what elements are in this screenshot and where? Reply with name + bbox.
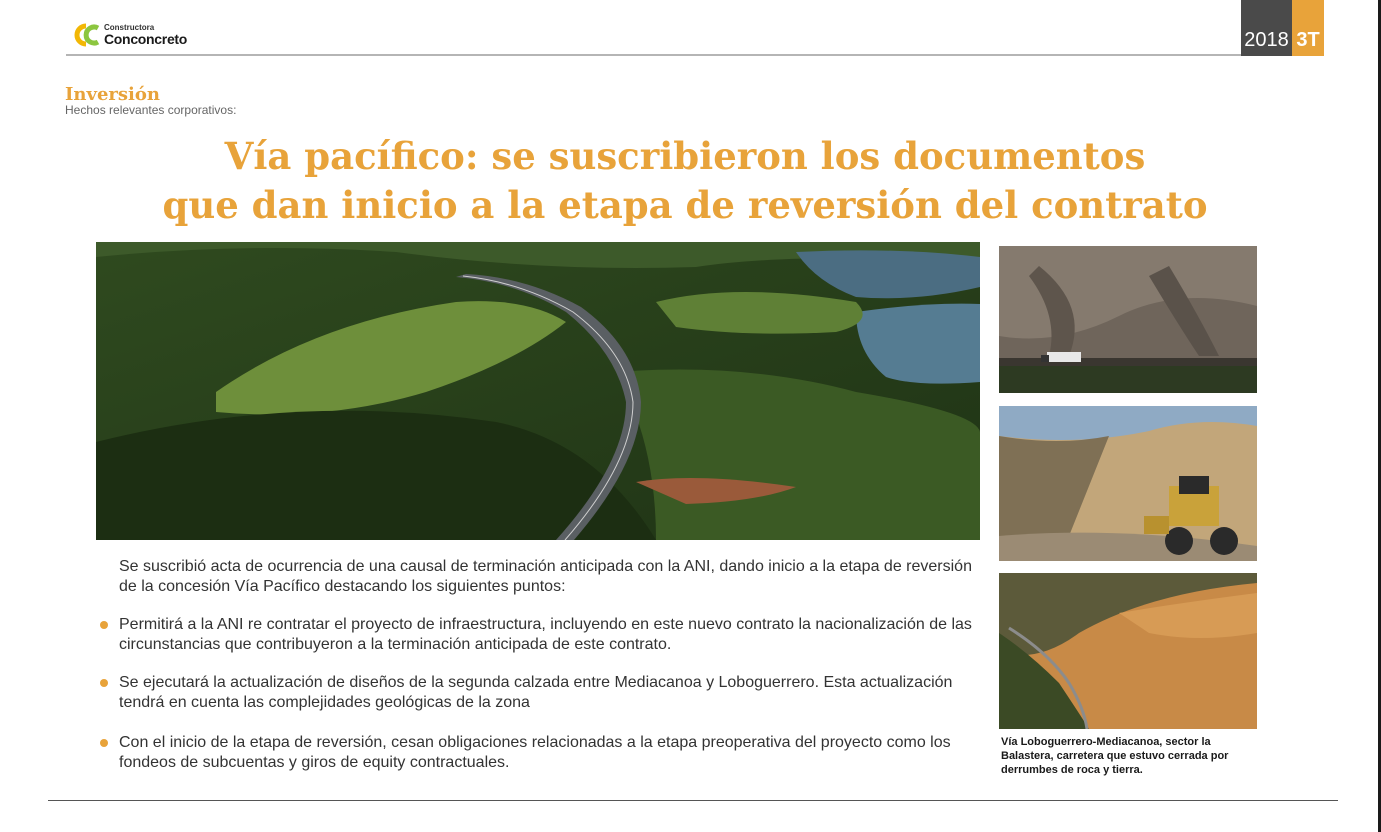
photo-caption: Vía Loboguerrero-Mediacanoa, sector la Balastera, carretera que estuvo cerrada por derrumbes de roca y tierra. [1001,736,1229,776]
company-logo [72,22,187,48]
side-photo-mountain-road [999,573,1257,729]
headline-line-1: Vía pacífico: se suscribieron los documentos [224,134,1146,178]
footer-divider [48,800,1338,801]
header-divider [66,54,1242,56]
logo-small-text: Constructora [104,23,155,32]
list-item [100,615,980,655]
list-item [100,733,980,773]
bullet-text: Se ejecutará la actualización de diseños de la segunda calzada entre Mediacanoa y Loboguerrero. Esta actualización tendrá en cuenta las complejidades geológicas de la zona [119,674,953,711]
list-item [100,673,980,713]
bullet-icon [100,621,108,629]
intro-paragraph: Se suscribió acta de ocurrencia de una causal de terminación anticipada con la ANI, dando inicio a la etapa de reversión de la concesión Vía Pacífico destacando los siguientes puntos: [119,558,972,595]
page-headline [100,132,1270,230]
logo-brand-text: Conconcreto [104,31,188,47]
section-subtitle: Hechos relevantes corporativos: [65,103,237,117]
logo-mark-icon [72,22,102,48]
bullet-icon [100,739,108,747]
side-photo-bulldozer [999,406,1257,561]
main-aerial-photo [96,242,980,540]
bullet-text: Permitirá a la ANI re contratar el proyecto de infraestructura, incluyendo en este nuevo contrato la nacionalización de las circunstancias que contribuyeron a la terminación anticipada de este contrato. [119,616,972,653]
section-title: Inversión [65,84,160,105]
bullet-icon [100,679,108,687]
year-label: 2018 [1241,0,1292,56]
bullet-list [100,615,980,791]
quarter-label: 3T [1292,0,1324,56]
side-photo-landslide-truck [999,246,1257,393]
bullet-text: Con el inicio de la etapa de reversión, cesan obligaciones relacionadas a la etapa preoperativa del proyecto como los fondeos de subcuentas y giros de equity contractuales. [119,734,951,771]
headline-line-2: que dan inicio a la etapa de reversión del contrato [162,183,1208,227]
period-badge [1241,0,1324,56]
